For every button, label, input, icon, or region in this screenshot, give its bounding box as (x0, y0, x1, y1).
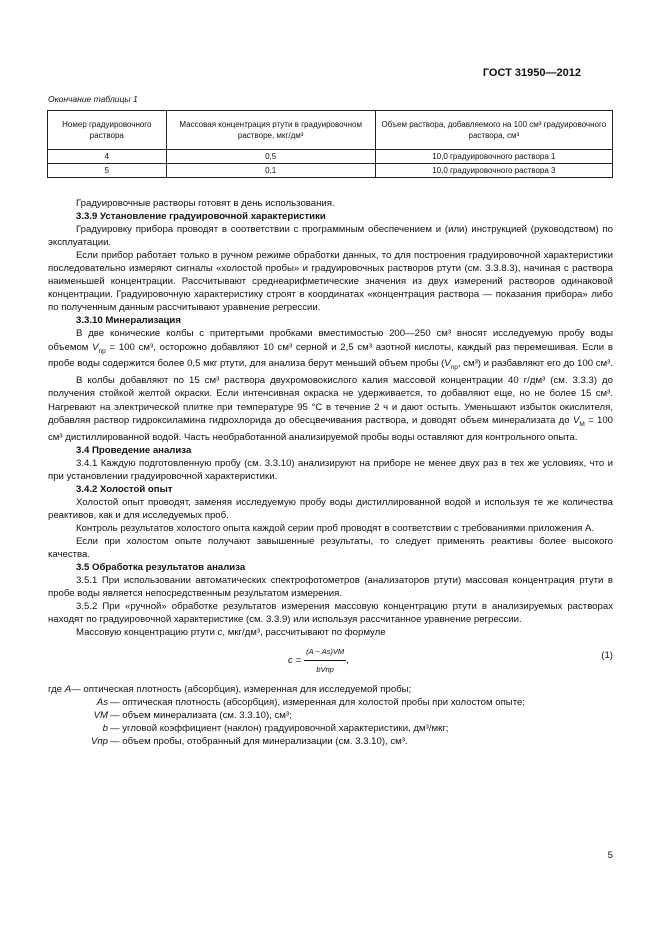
formula-1 (48, 641, 613, 679)
paragraph: 3.5.2 При «ручной» обработке результатов измерения массовую концентрацию ртути в анализируемых растворах находят по градуировочной характеристике (см. 3.3.9) или используя рассчитанное уравнение регрессии. (48, 601, 613, 626)
paragraph: Если прибор работает только в ручном режиме обработки данных, то для построения градуировочной характеристики последовательно измеряют сигналы «холостой пробы» и градуировочных растворов ртути (см. 3.3.8.3), начиная с раствора наименьшей концентрации. Рассчитывают среднеарифметические значения из двух измерений растворов одинаковой концентрации. Градуировочную характеристику строят в координатах «концентрация раствора — показания прибора» либо по полученным данным рассчитывают уравнение регрессии. (48, 250, 613, 314)
body-text (48, 197, 613, 749)
formula-number: (1) (601, 650, 613, 662)
paragraph: Градуировочные растворы готовят в день использования. (76, 198, 335, 209)
section-heading: 3.4.2 Холостой опыт (76, 483, 173, 495)
definition-item: VМ — объем минерализата (см. 3.3.10), см³; (93, 710, 292, 722)
definition-item: b — угловой коэффициент (наклон) градуировочной характеристики, дм³/мкг; (102, 723, 449, 735)
paragraph: В две конические колбы с притертыми пробками вместимостью 200—250 см³ вносят исследуемую пробу воды объемом $V_{пр} = 100$ см³, осторожно добавляют 10 см³ серной и 2,5 см³ азотной кислоты, каждый раз перемешивая. Если в пробе воды содержится более 0,5 мкг ртути, для анализа берут меньший объем пробы ($V_{пр}$, см³) и разбавляют его до 100 см³. (48, 328, 613, 372)
formula-tail: , (346, 655, 349, 667)
column-header: Номер градуировочного раствора (48, 111, 167, 150)
formula-numerator: (A − As)VМ (304, 645, 346, 661)
paragraph: 3.4.1 Каждую подготовленную пробу (см. 3.3.10) анализируют на приборе не менее двух раз в тех же условиях, что и при установлении градуировочной характеристики. (48, 457, 613, 482)
table-cell: 0,1 (166, 164, 375, 178)
definitions-intro: где (48, 684, 63, 696)
section-heading: 3.3.9 Установление градуировочной характеристики (76, 211, 326, 223)
table-header-row (48, 111, 613, 150)
formula-fraction (304, 645, 346, 676)
document-header: ГОСТ 31950—2012 (482, 67, 581, 79)
section-heading: 3.3.10 Минерализация (76, 315, 181, 327)
paragraph: 3.5.1 При использовании автоматических спектрофотометров (анализаторов ртути) массовая концентрация ртути в пробе воды является непосредственным результатом измерения. (48, 575, 613, 600)
table-cell: 5 (48, 164, 167, 178)
paragraph: Контроль результатов холостого опыта каждой серии проб проводят в соответствии с требованиями приложения А. (76, 522, 595, 534)
table-caption: Окончание таблицы 1 (48, 94, 138, 104)
table-cell: 10,0 градуировочного раствора 3 (375, 164, 612, 178)
section-heading: 3.5 Обработка результатов анализа (76, 561, 246, 573)
formula-denominator: bVпр (316, 665, 334, 675)
paragraph: Если при холостом опыте получают завышенные результаты, то следует применять реактивы более высокого качества. (48, 535, 613, 560)
paragraph: Холостой опыт проводят, заменяя исследуемую пробу воды дистиллированной водой и используя те же количества реактивов, как и для исследуемых проб. (48, 496, 613, 521)
table-cell: 0,5 (166, 150, 375, 164)
gradation-table (47, 110, 613, 178)
page-number: 5 (607, 850, 613, 861)
table-row (48, 150, 613, 164)
table-row (48, 164, 613, 178)
table-cell: 10,0 градуировочного раствора 1 (375, 150, 612, 164)
definitions-list (48, 683, 613, 748)
paragraph: Градуировку прибора проводят в соответствии с программным обеспечением и (или) инструкцией (руководством) по эксплуатации. (48, 224, 613, 249)
paragraph: Массовую концентрацию ртути c, мкг/дм³, рассчитывают по формуле (76, 627, 386, 639)
definition-item: As — оптическая плотность (абсорбция), измеренная для холостой пробы при холостом опыте; (96, 697, 525, 709)
definition-item: где A — оптическая плотность (абсорбция), измеренная для исследуемой пробы; (48, 684, 412, 696)
paragraph: В колбы добавляют по 15 см³ раствора двухромовокислого калия массовой концентрации 40 г/дм³ (см. 3.3.3) до получения стойкой желтой окраски. Если интенсивная окраска не удерживается, то добавляют еще, но не более 15 см³. Нагревают на электрической плитке при температуре 95 °С в течение 2 ч и дают остыть. Уменьшают избыток окислителя, добавляя раствор гидроксиламина гидрохлорида до обесцвечивания раствора, и доводят объем минерализата до $V_М = 100$ см³ дистиллированной водой. Часть необработанной анализируемой пробы воды оставляют для контрольного опыта. (48, 375, 613, 443)
definition-item: Vпр — объем пробы, отобранный для минерализации (см. 3.3.10), см³. (90, 736, 408, 748)
column-header: Объем раствора, добавляемого на 100 см³ градуировочного раствора, см³ (375, 111, 612, 150)
formula-lhs: c = (288, 655, 302, 667)
table-cell: 4 (48, 150, 167, 164)
section-heading: 3.4 Проведение анализа (76, 444, 192, 456)
column-header: Массовая концентрация ртути в градуировочном растворе, мкг/дм³ (166, 111, 375, 150)
